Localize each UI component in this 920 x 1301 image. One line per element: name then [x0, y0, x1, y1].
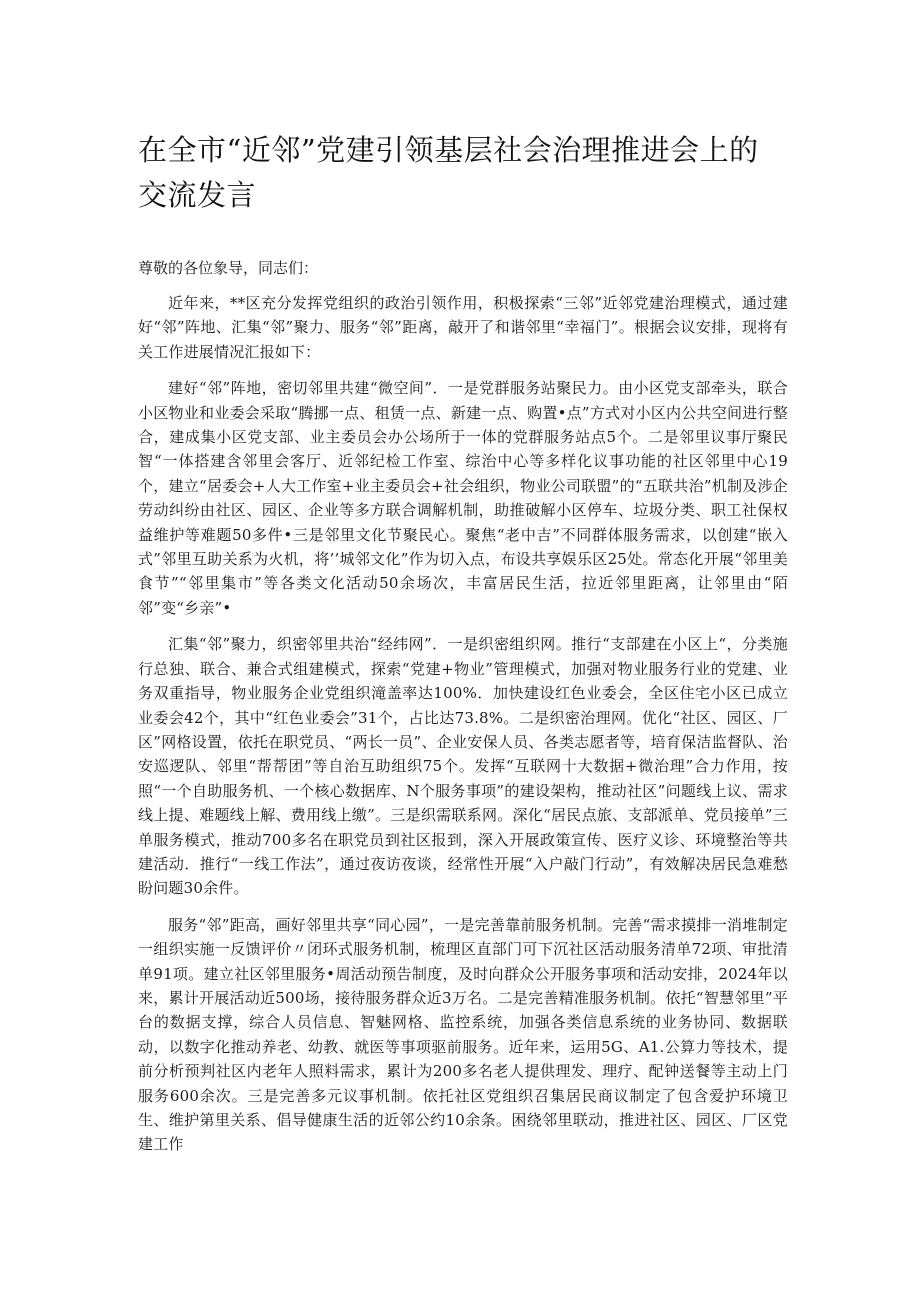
paragraph-gather-strength: 汇集“邻”聚力，织密邻里共治“经纬网”．一是织密组织网。推行“支部建在小区上“，分类施行总独、联合、兼合式组建模式，探索“党建+物业”管理模式，加强对物业服务行业的党建、业务双重指导，物业服务企业党组织滝盖率达100%．加快建设红色业委会，全区住宅小区已成立业委会42个，其中“红色业委会”31个，占比达73.8%。二是织密治理网。优化“社区、园区、厂区”网格设置，依托在职党员、“两长一员”、企业安保人员、各类志愿者等，培育保洁监督队、治安巡逻队、邻里“帮帮团”等自治互助组织75个。发挥“互联网十大数据+微治理”合力作用，按照“一个自助服务机、一个核心数据库、N个服务事项”的建设架构，推动社区”问题线上议、需求线上提、难题线上解、费用线上缴”。三是织需联系网。深化“居民点旅、支部派单、党员接单”三单服务模式，推动700多名在职党员到社区报到，深入开展政策宣传、医疗义诊、环境整治等共建活动．推行“一线工作法”，通过夜访夜谈，经常性开展“入户敲门行动”，有效解决居民急难愁盼问题30余件。 [138, 635, 788, 898]
document-title: 在全市“近邻”党建引领基层社会治理推进会上的交流发言 [138, 133, 759, 212]
salutation: 尊敬的各位象导，同志们： [138, 259, 319, 277]
document-page [138, 0, 788, 1157]
paragraph-build-position: 建好“邻”阵地，密切邻里共建“微空间”．一是党群服务站聚民力。由小区党支部牵头，联合小区物业和业委会采取“腾挪一点、租赁一点、新建一点、购置•点”方式对小区内公共空间进行整合，建成集小区党支部、业主委员会办公场所于一体的党群服务站点5个。二是邻里议事厅聚民智“一体搭建含邻里会客厅、近邻纪检工作室、综治中心等多样化议事功能的社区邻里中心19个，建立“居委会+人大工作室+业主委员会+社会组织，物业公司联盟”的“五联共治”机制及涉企劳动纠纷由社区、园区、企业等多方联合调解机制，助推破解小区停车、垃圾分类、职工社保权益维护等难题50多件•三是邻里文化节聚民心。聚焦“老中吉”不同群体服务需求，以创建“嵌入式”邻里互助关系为火机，将’’城邻文化”作为切入点，布设共享娱乐区25处。常态化开展“邻里美食节”“邻里集市”等各类文化活动50余场次，丰富居民生活，拉近邻里距离，让邻里由“陌邻”变“乡亲”• [138, 379, 788, 617]
paragraph-serve-distance: 服务“邻”距高，画好邻里共享“同心园”，一是完善靠前服务机制。完善“需求摸排一消堆制定一组织实施一反馈评价〃闭环式服务机制，梳理区直部门可下沉社区活动服务清单72项、审批清单91项。建立社区邻里服务•周活动预告制度，及时向群众公开服务事项和活动安排，2024年以来，累计开展活动近500场，接待服务群众近3万名。二是完善精准服务机制。依托“智慧邻里”平台的数据支撑，综合人员信息、智魅网格、监控系统，加强各类信息系统的业务协同、数据联动，以数字化推动养老、幼教、就医等事项驱前服务。近年来，运用5G、A1.公算力等技术，提前分析预判社区内老年人照料需求，累计为200多名老人提供理发、理疗、配钟送餐等主动上门服务600余次。三是完善多元议事机制。依托社区党组织召集居民商议制定了包含爱护环境卫生、维护第里关系、倡导健康生活的近邻公约10余条。困绕邻里联动，推进社区、园区、厂区党建工作 [138, 915, 788, 1154]
paragraph-intro: 近年来，**区充分发挥党组织的政治引领作用，积极探索“三邻”近邻党建治理模式，通过建好“邻”阵地、汇集“邻”聚力、服务“邻”距离，敲开了和谐邻里“幸福门”。根据会议安排，现将有关工作进展情况汇报如下： [138, 294, 788, 361]
